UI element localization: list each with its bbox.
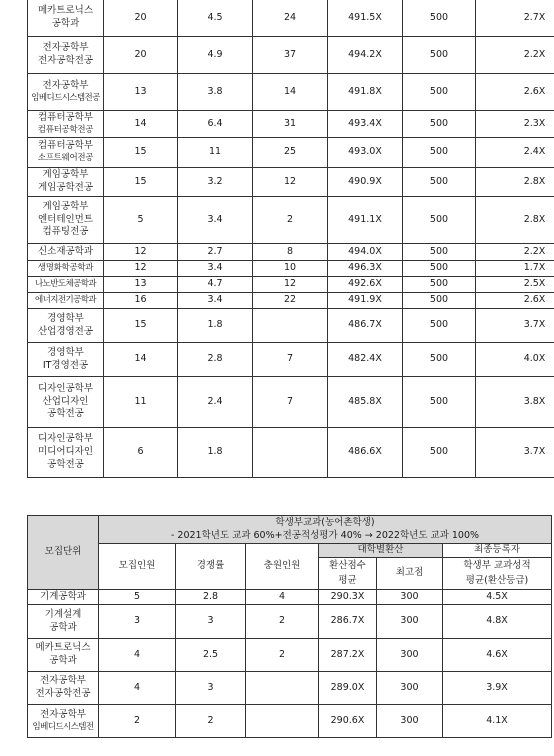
score-average-cell: 493.0X [328, 138, 403, 168]
bottom-results-table [27, 515, 552, 738]
recruit-unit-cell [28, 0, 104, 37]
score-max-cell: 500 [403, 37, 476, 74]
score-max-cell: 500 [403, 74, 476, 111]
final-grade-cell: 2.8X [476, 197, 554, 244]
header-score-average [319, 558, 377, 590]
recruit-unit-line: 소프트웨어전공 [37, 153, 94, 164]
recruit-unit-line: 전자공학부 [42, 79, 89, 91]
competition-rate-cell: 2.5 [176, 639, 246, 672]
recruit-unit-line: 신소재공학과 [37, 245, 94, 257]
final-grade-cell: 3.7X [476, 428, 554, 478]
recruit-count-cell: 2 [99, 705, 176, 738]
final-grade-cell: 2.8X [476, 168, 554, 197]
recruit-unit-line: IT경영전공 [42, 359, 89, 371]
competition-rate-cell: 3 [176, 605, 246, 639]
recruit-unit-line: 경영학부 [47, 346, 84, 358]
recruit-count-cell: 5 [104, 197, 178, 244]
score-average-cell: 287.2X [319, 639, 377, 672]
recruit-unit-line: 공학과 [49, 655, 77, 666]
competition-rate-cell: 3 [176, 672, 246, 705]
recruit-unit-line: 컴퓨터공학전공 [37, 124, 94, 135]
score-max-cell: 500 [403, 428, 476, 478]
recruit-unit-cell [28, 639, 99, 672]
recruit-count-cell: 6 [104, 428, 178, 478]
table-row [28, 277, 554, 293]
final-grade-cell: 3.8X [476, 377, 554, 428]
recruit-unit-cell [28, 605, 99, 639]
recruit-unit-cell [28, 168, 104, 197]
additional-admits-cell: 7 [253, 377, 328, 428]
competition-rate-cell: 4.7 [178, 277, 253, 293]
competition-rate-cell: 4.5 [178, 0, 253, 37]
table-row [28, 244, 554, 261]
recruit-unit-cell [28, 293, 104, 309]
recruit-count-cell: 15 [104, 309, 178, 343]
additional-admits-cell: 22 [253, 293, 328, 309]
competition-rate-cell: 1.8 [178, 309, 253, 343]
recruit-count-cell: 14 [104, 343, 178, 377]
final-grade-cell: 4.5X [443, 590, 552, 605]
recruit-unit-cell [28, 261, 104, 277]
score-max-cell: 300 [377, 639, 443, 672]
score-average-cell: 491.5X [328, 0, 403, 37]
additional-admits-cell: 4 [246, 590, 319, 605]
table-row [28, 309, 554, 343]
recruit-unit-line: 기계공학과 [40, 590, 86, 602]
recruit-count-cell: 15 [104, 138, 178, 168]
recruit-unit-line: 게임공학전공 [37, 182, 94, 193]
recruit-unit-cell [28, 74, 104, 111]
recruit-count-cell: 13 [104, 74, 178, 111]
recruit-unit-line: 디자인공학부 [37, 382, 94, 394]
recruit-unit-line: 게임공학부 [42, 200, 89, 212]
recruit-unit-line: 생명화학공학과 [37, 262, 94, 273]
header-university-score-group: 대학별환산 [319, 544, 443, 558]
recruit-count-cell: 20 [104, 37, 178, 74]
recruit-unit-line: 엔터테인먼트 [37, 213, 94, 225]
competition-rate-cell: 4.9 [178, 37, 253, 74]
recruit-unit-line: 산업디자인 [42, 395, 89, 407]
score-average-cell: 286.7X [319, 605, 377, 639]
final-grade-cell: 3.9X [443, 672, 552, 705]
competition-rate-cell: 2.8 [178, 343, 253, 377]
header-competition-rate: 경쟁률 [176, 544, 246, 590]
score-average-cell: 491.8X [328, 74, 403, 111]
recruit-unit-line: 공학과 [49, 621, 77, 633]
score-max-cell: 500 [403, 168, 476, 197]
recruit-unit-cell [28, 138, 104, 168]
recruit-unit-line: 게임공학부 [42, 169, 89, 181]
header-final-grade-line2: 평균(환산등급) [465, 574, 529, 586]
competition-rate-cell: 3.4 [178, 261, 253, 277]
final-grade-cell: 4.6X [443, 639, 552, 672]
additional-admits-cell [246, 705, 319, 738]
score-max-cell: 500 [403, 309, 476, 343]
competition-rate-cell: 2.8 [176, 590, 246, 605]
additional-admits-cell: 7 [253, 343, 328, 377]
recruit-count-cell: 12 [104, 261, 178, 277]
score-max-cell: 500 [403, 261, 476, 277]
table-row [28, 74, 554, 111]
final-grade-cell: 2.7X [476, 0, 554, 37]
recruit-count-cell: 4 [99, 672, 176, 705]
recruit-unit-cell [28, 705, 99, 738]
additional-admits-cell: 31 [253, 111, 328, 138]
score-average-cell: 492.6X [328, 277, 403, 293]
recruit-unit-line: 미디어디자인 [37, 446, 94, 458]
recruit-unit-cell [28, 377, 104, 428]
recruit-unit-cell [28, 672, 99, 705]
score-average-cell: 485.8X [328, 377, 403, 428]
recruit-unit-line: 공학전공 [47, 458, 84, 470]
recruit-count-cell: 5 [99, 590, 176, 605]
score-max-cell: 500 [403, 293, 476, 309]
recruit-unit-line: 전자공학부 [40, 675, 86, 687]
recruit-unit-line: 전자공학부 [40, 708, 86, 720]
final-grade-cell: 1.7X [476, 261, 554, 277]
header-score-average-line2: 평균 [338, 574, 357, 586]
recruit-count-cell: 3 [99, 605, 176, 639]
competition-rate-cell: 3.4 [178, 197, 253, 244]
recruit-unit-line: 컴퓨터공학부 [37, 140, 94, 152]
table-row [28, 605, 552, 639]
header-additional-admits: 충원인원 [246, 544, 319, 590]
header-score-average-line1: 환산점수 [329, 560, 366, 572]
bottom-table-body [28, 590, 552, 738]
additional-admits-cell [246, 672, 319, 705]
score-max-cell: 500 [403, 138, 476, 168]
header-track-subtitle: - 2021학년도 교과 60%+전공적성평가 40% → 2022학년도 교과 100% [170, 529, 480, 541]
recruit-count-cell: 12 [104, 244, 178, 261]
score-max-cell: 300 [377, 672, 443, 705]
final-grade-cell: 2.5X [476, 277, 554, 293]
score-average-cell: 486.6X [328, 428, 403, 478]
competition-rate-cell: 6.4 [178, 111, 253, 138]
score-average-cell: 490.9X [328, 168, 403, 197]
final-grade-cell: 2.6X [476, 74, 554, 111]
recruit-unit-line: 임베디드시스템전 [32, 721, 94, 732]
recruit-unit-cell [28, 111, 104, 138]
recruit-unit-line: 산업경영전공 [37, 325, 94, 337]
recruit-unit-line: 전자공학전공 [37, 55, 94, 66]
bottom-table-header [28, 516, 552, 590]
additional-admits-cell: 37 [253, 37, 328, 74]
score-max-cell: 500 [403, 277, 476, 293]
recruit-unit-line: 컴퓨터공학부 [37, 111, 94, 123]
table-row [28, 168, 554, 197]
table-row [28, 293, 554, 309]
recruit-unit-line: 임베디드시스템전공 [31, 92, 100, 103]
final-grade-cell: 2.4X [476, 138, 554, 168]
recruit-unit-line: 메카트로닉스 [37, 5, 94, 17]
recruit-count-cell: 11 [104, 377, 178, 428]
recruit-count-cell: 15 [104, 168, 178, 197]
additional-admits-cell: 2 [253, 197, 328, 244]
score-average-cell: 496.3X [328, 261, 403, 277]
score-max-cell: 500 [403, 377, 476, 428]
recruit-unit-line: 메카트로닉스 [35, 642, 91, 654]
score-max-cell: 500 [403, 197, 476, 244]
final-grade-cell: 3.7X [476, 309, 554, 343]
final-grade-cell: 4.8X [443, 605, 552, 639]
header-final-registrant-group: 최종등록자 [443, 544, 552, 558]
additional-admits-cell: 8 [253, 244, 328, 261]
additional-admits-cell [253, 428, 328, 478]
additional-admits-cell: 12 [253, 277, 328, 293]
additional-admits-cell: 25 [253, 138, 328, 168]
recruit-count-cell: 16 [104, 293, 178, 309]
header-score-max: 최고점 [377, 558, 443, 590]
final-grade-cell: 4.1X [443, 705, 552, 738]
table-row [28, 639, 552, 672]
table-row [28, 672, 552, 705]
header-admission-track [99, 516, 552, 544]
recruit-unit-cell [28, 244, 104, 261]
header-final-grade [443, 558, 552, 590]
additional-admits-cell: 24 [253, 0, 328, 37]
recruit-count-cell: 20 [104, 0, 178, 37]
table-row [28, 261, 554, 277]
table-row [28, 138, 554, 168]
score-average-cell: 494.0X [328, 244, 403, 261]
competition-rate-cell: 1.8 [178, 428, 253, 478]
score-average-cell: 491.9X [328, 293, 403, 309]
additional-admits-cell: 12 [253, 168, 328, 197]
table-row [28, 590, 552, 605]
score-max-cell: 500 [403, 0, 476, 37]
competition-rate-cell: 2.4 [178, 377, 253, 428]
table-row [28, 0, 554, 37]
additional-admits-cell [253, 309, 328, 343]
score-max-cell: 300 [377, 705, 443, 738]
score-average-cell: 290.3X [319, 590, 377, 605]
recruit-unit-line: 전자공학전공 [35, 688, 91, 699]
competition-rate-cell: 3.2 [178, 168, 253, 197]
score-average-cell: 290.6X [319, 705, 377, 738]
top-table-body [28, 0, 554, 478]
additional-admits-cell: 2 [246, 639, 319, 672]
recruit-unit-line: 전자공학부 [42, 42, 89, 54]
score-max-cell: 500 [403, 343, 476, 377]
competition-rate-cell: 11 [178, 138, 253, 168]
score-max-cell: 500 [403, 244, 476, 261]
recruit-unit-cell [28, 37, 104, 74]
recruit-unit-cell [28, 197, 104, 244]
recruit-unit-cell [28, 428, 104, 478]
recruit-count-cell: 14 [104, 111, 178, 138]
score-average-cell: 482.4X [328, 343, 403, 377]
recruit-count-cell: 13 [104, 277, 178, 293]
recruit-unit-line: 에너지전기공학과 [35, 294, 96, 305]
final-grade-cell: 2.2X [476, 37, 554, 74]
additional-admits-cell: 2 [246, 605, 319, 639]
recruit-unit-line: 컴퓨팅전공 [42, 226, 89, 238]
competition-rate-cell: 3.4 [178, 293, 253, 309]
table-row [28, 37, 554, 74]
score-average-cell: 491.1X [328, 197, 403, 244]
score-max-cell: 300 [377, 605, 443, 639]
table-row [28, 377, 554, 428]
final-grade-cell: 2.2X [476, 244, 554, 261]
score-average-cell: 486.7X [328, 309, 403, 343]
final-grade-cell: 4.0X [476, 343, 554, 377]
recruit-unit-line: 기계설계 [44, 608, 82, 620]
final-grade-cell: 2.6X [476, 293, 554, 309]
recruit-unit-cell [28, 309, 104, 343]
score-average-cell: 494.2X [328, 37, 403, 74]
recruit-unit-cell [28, 343, 104, 377]
competition-rate-cell: 2 [176, 705, 246, 738]
recruit-unit-line: 공학과 [51, 18, 80, 29]
recruit-unit-line: 디자인공학부 [37, 433, 94, 445]
score-max-cell: 300 [377, 590, 443, 605]
recruit-unit-line: 경영학부 [47, 312, 84, 324]
score-max-cell: 500 [403, 111, 476, 138]
header-track-title: 학생부교과(농어촌학생) [275, 516, 375, 528]
table-row [28, 197, 554, 244]
table-row [28, 111, 554, 138]
score-average-cell: 493.4X [328, 111, 403, 138]
table-row [28, 428, 554, 478]
recruit-unit-line: 공학전공 [47, 408, 84, 420]
header-recruit-unit: 모집단위 [28, 516, 99, 590]
additional-admits-cell: 10 [253, 261, 328, 277]
recruit-unit-cell [28, 277, 104, 293]
recruit-count-cell: 4 [99, 639, 176, 672]
header-recruit-count: 모집인원 [99, 544, 176, 590]
additional-admits-cell: 14 [253, 74, 328, 111]
recruit-unit-cell [28, 590, 99, 605]
table-row [28, 705, 552, 738]
competition-rate-cell: 2.7 [178, 244, 253, 261]
recruit-unit-line: 나노반도체공학과 [35, 278, 96, 289]
table-row [28, 343, 554, 377]
score-average-cell: 289.0X [319, 672, 377, 705]
final-grade-cell: 2.3X [476, 111, 554, 138]
competition-rate-cell: 3.8 [178, 74, 253, 111]
top-results-table [27, 0, 554, 478]
header-final-grade-line1: 학생부 교과성적 [463, 560, 531, 572]
